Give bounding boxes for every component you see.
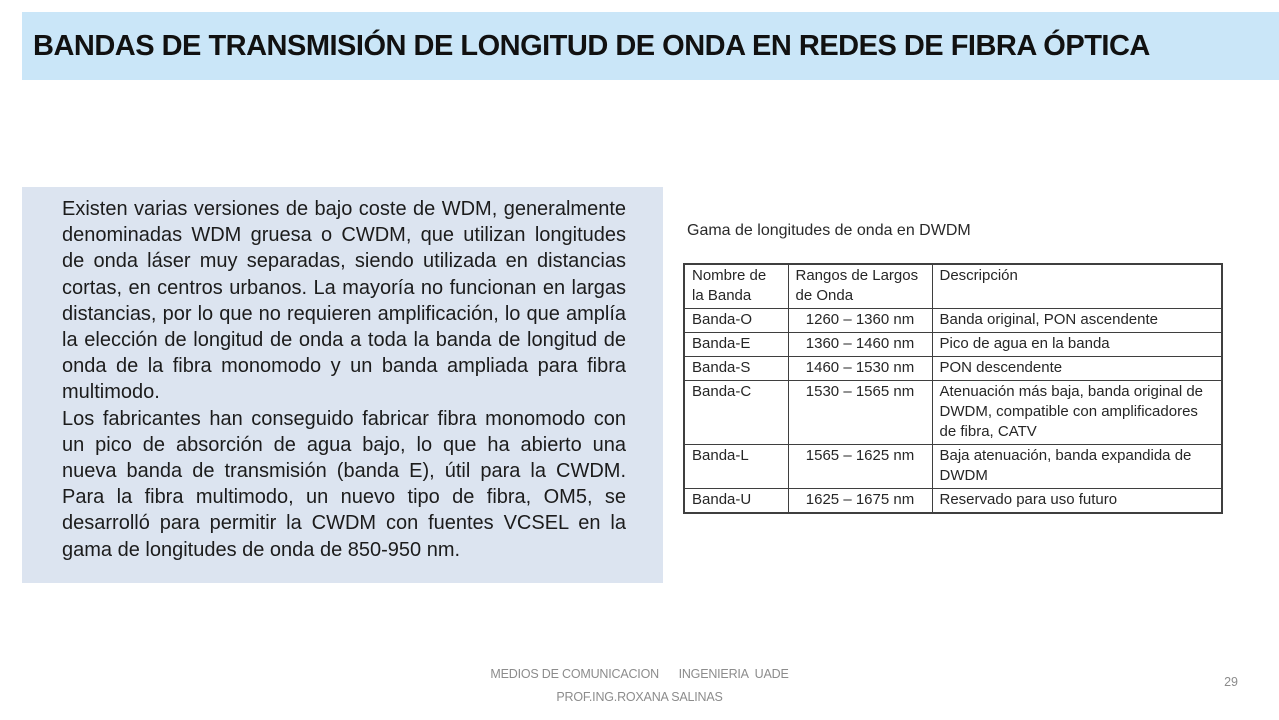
- description-cell: PON descendente: [932, 357, 1222, 381]
- wavelength-range-cell: 1565 – 1625 nm: [788, 445, 932, 489]
- table-header-row: [684, 264, 1222, 309]
- title-bar: [22, 12, 1279, 80]
- footer-line-1: MEDIOS DE COMUNICACION INGENIERIA UADE: [490, 667, 789, 681]
- band-name-cell: Banda-L: [684, 445, 788, 489]
- band-name-cell: Banda-C: [684, 381, 788, 445]
- table-heading: Gama de longitudes de onda en DWDM: [687, 222, 971, 239]
- band-name-cell: Banda-S: [684, 357, 788, 381]
- slide-footer: [0, 663, 1279, 709]
- wavelength-range-cell: 1260 – 1360 nm: [788, 309, 932, 333]
- description-cell: Reservado para uso futuro: [932, 489, 1222, 514]
- description-cell: Baja atenuación, banda expandida de DWDM: [932, 445, 1222, 489]
- band-name-cell: Banda-E: [684, 333, 788, 357]
- page-number: 29: [1224, 675, 1238, 689]
- description-cell: Banda original, PON ascendente: [932, 309, 1222, 333]
- table-row: [684, 489, 1222, 514]
- wavelength-range-cell: 1625 – 1675 nm: [788, 489, 932, 514]
- column-header-band-name: Nombre de la Banda: [684, 264, 788, 309]
- wavelength-range-cell: 1530 – 1565 nm: [788, 381, 932, 445]
- slide-title: BANDAS DE TRANSMISIÓN DE LONGITUD DE ONDA EN REDES DE FIBRA ÓPTICA: [33, 29, 1150, 62]
- table-row: [684, 357, 1222, 381]
- wavelength-range-cell: 1460 – 1530 nm: [788, 357, 932, 381]
- band-table: [683, 263, 1223, 514]
- body-text-block: [22, 187, 663, 583]
- description-cell: Pico de agua en la banda: [932, 333, 1222, 357]
- table-row: [684, 333, 1222, 357]
- band-name-cell: Banda-O: [684, 309, 788, 333]
- band-name-cell: Banda-U: [684, 489, 788, 514]
- table-row: [684, 309, 1222, 333]
- body-paragraph-1: Existen varias versiones de bajo coste de WDM, generalmente denominadas WDM gruesa o CWDM, que utilizan longitudes de onda láser muy separadas, siendo utilizada en distancias cortas, en centros urbanos. La mayoría no funcionan en largas distancias, por lo que no requieren amplificación, lo que amplía la elección de longitud de onda a toda la banda de longitud de onda de la fibra monomodo y un banda ampliada para fibra multimodo.: [62, 198, 626, 404]
- table-row: [684, 381, 1222, 445]
- wavelength-range-cell: 1360 – 1460 nm: [788, 333, 932, 357]
- table-row: [684, 445, 1222, 489]
- body-paragraph-2: Los fabricantes han conseguido fabricar fibra monomodo con un pico de absorción de agua bajo, lo que ha abierto una nueva banda de transmisión (banda E), útil para la CWDM. Para la fibra multimodo, un nuevo tipo de fibra, OM5, se desarrolló para permitir la CWDM con fuentes VCSEL en la gama de longitudes de onda de 850-950 nm.: [62, 407, 626, 561]
- description-cell: Atenuación más baja, banda original de DWDM, compatible con amplificadores de fibra, CATV: [932, 381, 1222, 445]
- column-header-wavelength-range: Rangos de Largos de Onda: [788, 264, 932, 309]
- footer-line-2: PROF.ING.ROXANA SALINAS: [556, 690, 723, 704]
- column-header-description: Descripción: [932, 264, 1222, 309]
